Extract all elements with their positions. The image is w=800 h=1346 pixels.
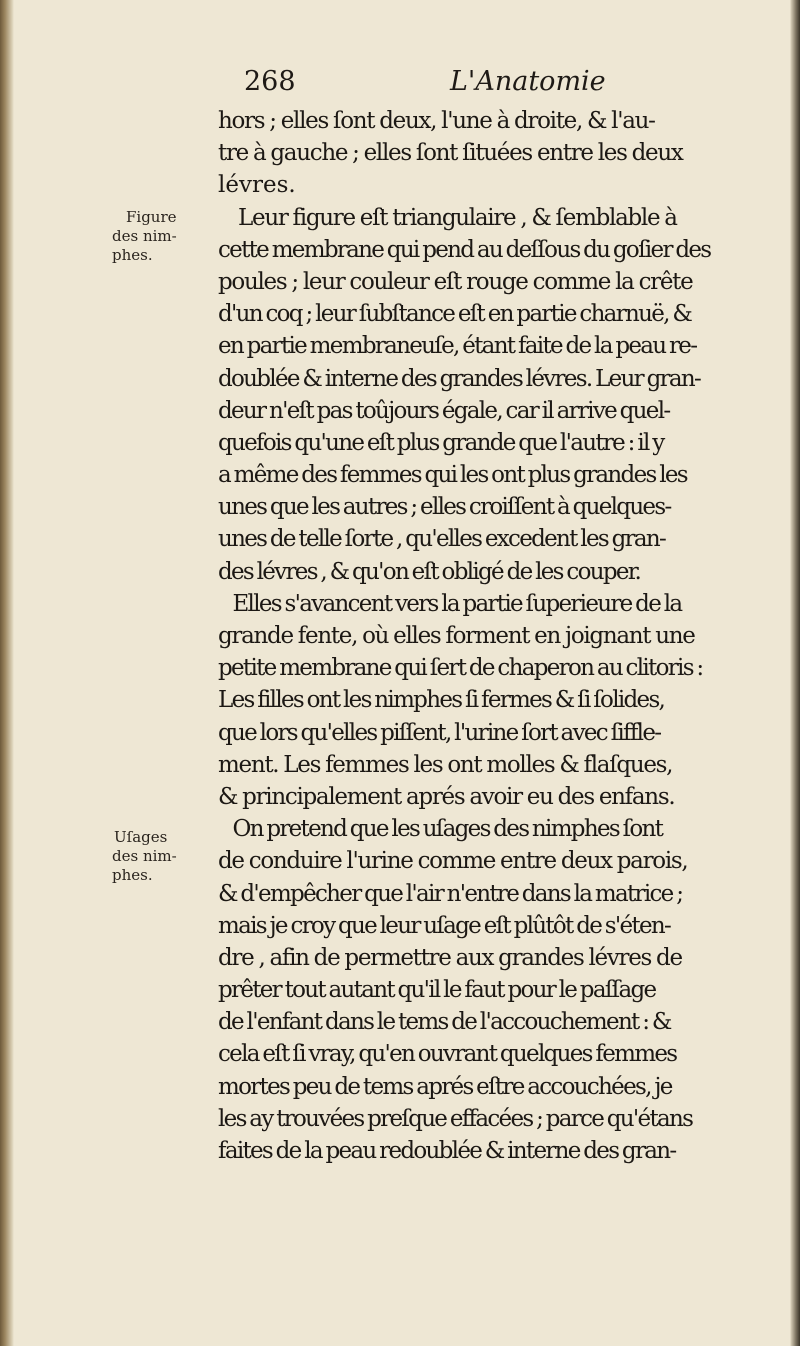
- text-line: unes de telle ſorte , qu'elles excedent les gran-: [218, 526, 666, 553]
- text-line: Leur figure eſt triangulaire , & ſemblable à: [218, 204, 677, 231]
- margin-note-line: des nim-: [112, 847, 177, 865]
- text-line: les ay trouvées preſque effacées ; parce qu'étans: [218, 1105, 693, 1132]
- text-line: de l'enfant dans le tems de l'accouchement : &: [218, 1009, 671, 1036]
- text-line: unes que les autres ; elles croiſſent à quelques-: [218, 494, 671, 521]
- margin-note-line: Figure: [126, 208, 177, 226]
- text-line: deur n'eſt pas toûjours égale, car il arrive quel-: [218, 397, 670, 424]
- text-line: dre , afin de permettre aux grandes lévres de: [218, 944, 682, 971]
- text-line: faites de la peau redoublée & interne des gran-: [218, 1138, 676, 1164]
- text-line: cela eſt ſi vray, qu'en ouvrant quelques femmes: [218, 1041, 677, 1068]
- running-title: L'Anatomie: [450, 66, 606, 97]
- margin-note-line: Uſages: [114, 828, 168, 846]
- margin-note-figure: [112, 208, 222, 265]
- text-line: doublée & interne des grandes lévres. Leur gran-: [218, 365, 701, 392]
- page-header: [244, 64, 764, 104]
- text-line: de conduire l'urine comme entre deux parois,: [218, 848, 688, 875]
- margin-note-line: phes.: [112, 246, 153, 264]
- text-line: Elles s'avancent vers la partie ſuperieure de la: [218, 590, 682, 617]
- text-line: On pretend que les uſages des nimphes ſont: [218, 816, 663, 843]
- text-line: cette membrane qui pend au deſſous du goſier des: [218, 236, 711, 263]
- text-line: tre à gauche ; elles ſont ſituées entre les deux: [218, 140, 683, 167]
- text-line: Les filles ont les nimphes ſi fermes & ſi ſolides,: [218, 687, 665, 714]
- margin-note-line: phes.: [112, 866, 153, 884]
- page-outer-edge: [790, 0, 800, 1346]
- text-line: mortes peu de tems aprés eſtre accouchées, je: [218, 1073, 672, 1100]
- text-line: d'un coq ; leur ſubſtance eſt en partie charnuë, &: [218, 301, 692, 328]
- text-line: ment. Les femmes les ont molles & flaſques,: [218, 751, 673, 778]
- text-line: a même des femmes qui les ont plus grandes les: [218, 462, 687, 489]
- text-line: quefois qu'une eſt plus grande que l'autre : il y: [218, 429, 664, 456]
- text-line: & d'empêcher que l'air n'entre dans la matrice ;: [218, 880, 683, 907]
- margin-note-line: des nim-: [112, 227, 177, 245]
- text-line: poules ; leur couleur eſt rouge comme la crête: [218, 268, 693, 295]
- text-line: que lors qu'elles piſſent, l'urine ſort avec ſiffle-: [218, 719, 661, 746]
- text-line: petite membrane qui ſert de chaperon au clitoris :: [218, 655, 703, 682]
- text-line: grande fente, où elles forment en joignant une: [218, 623, 695, 649]
- text-line: prêter tout autant qu'il le faut pour le paſſage: [218, 977, 656, 1004]
- text-line: en partie membraneuſe, étant faite de la peau re-: [218, 333, 697, 360]
- text-line: des lévres , & qu'on eſt obligé de les couper.: [218, 558, 641, 585]
- text-line: hors ; elles ſont deux, l'une à droite, & l'au-: [218, 108, 655, 134]
- page-number: 268: [244, 66, 296, 97]
- page-binding-edge: [0, 0, 14, 1346]
- text-line: mais je croy que leur uſage eſt plûtôt de s'éten-: [218, 912, 671, 939]
- text-line: lévres.: [218, 172, 296, 199]
- body-text: [218, 105, 774, 1167]
- margin-note-usages: [112, 828, 222, 885]
- text-line: & principalement aprés avoir eu des enfans.: [218, 783, 675, 810]
